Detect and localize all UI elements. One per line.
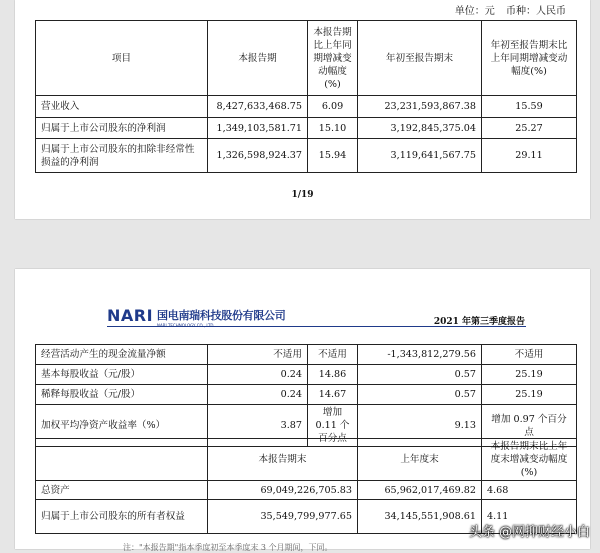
table-header-row xyxy=(36,21,577,96)
table-row xyxy=(36,118,577,139)
row-current-change: 15.10 xyxy=(308,118,358,139)
unit-line xyxy=(455,2,566,17)
row-ytd-change: 25.19 xyxy=(482,385,577,405)
row-current: 69,049,226,705.83 xyxy=(208,481,358,500)
row-item: 加权平均净资产收益率（%） xyxy=(36,405,208,447)
row-current-change: 14.67 xyxy=(308,385,358,405)
logo-cn-text: 国电南瑞科技股份有限公司 xyxy=(157,309,286,322)
row-change: 4.68 xyxy=(482,481,577,500)
row-ytd: 3,119,641,567.75 xyxy=(358,139,482,173)
header-ytd-change: 年初至报告期末比上年同期增减变动幅度(%) xyxy=(482,21,577,96)
logo-en-text: NARI TECHNOLOGY CO., LTD. xyxy=(157,323,215,328)
row-ytd: 3,192,845,375.04 xyxy=(358,118,482,139)
key-financials-table-continued xyxy=(35,344,577,447)
company-logo xyxy=(107,307,285,323)
row-current: 1,326,598,924.37 xyxy=(208,139,308,173)
row-ytd-change: 25.27 xyxy=(482,118,577,139)
page-number: 1/19 xyxy=(291,190,314,200)
row-item: 营业收入 xyxy=(36,96,208,118)
row-ytd: 23,231,593,867.38 xyxy=(358,96,482,118)
header-period-end: 本报告期末 xyxy=(208,439,358,481)
header-prior-year-end: 上年度末 xyxy=(358,439,482,481)
row-item: 总资产 xyxy=(36,481,208,500)
report-title: 2021 年第三季度报告 xyxy=(433,317,525,327)
row-current-change: 15.94 xyxy=(308,139,358,173)
row-current: 不适用 xyxy=(208,345,308,365)
row-item: 归属于上市公司股东的净利润 xyxy=(36,118,208,139)
row-item: 基本每股收益（元/股） xyxy=(36,365,208,385)
unit-label: 单位：元 xyxy=(454,6,495,17)
header-ytd: 年初至报告期末 xyxy=(358,21,482,96)
table-row xyxy=(36,385,577,405)
row-current-change: 不适用 xyxy=(308,345,358,365)
watermark-text: 头条 @网抑财经小白 xyxy=(468,525,590,540)
table-row xyxy=(36,139,577,173)
row-current-change: 6.09 xyxy=(308,96,358,118)
header-current-change: 本报告期比上年同期增减变动幅度(%) xyxy=(308,21,358,96)
row-current: 8,427,633,468.75 xyxy=(208,96,308,118)
row-item: 归属于上市公司股东的所有者权益 xyxy=(36,500,208,534)
row-prior: 34,145,551,908.61 xyxy=(358,500,482,534)
table-row xyxy=(36,96,577,118)
row-current-change: 14.86 xyxy=(308,365,358,385)
header-current: 本报告期 xyxy=(208,21,308,96)
row-current: 35,549,799,977.65 xyxy=(208,500,358,534)
logo-text: NARI xyxy=(107,305,154,325)
header-divider xyxy=(107,326,526,327)
header-item: 项目 xyxy=(36,21,208,96)
row-ytd-change: 25.19 xyxy=(482,365,577,385)
table-row xyxy=(36,365,577,385)
row-current: 3.87 xyxy=(208,405,308,447)
key-financials-table xyxy=(35,20,577,173)
footnote: 注："本报告期"指本季度初至本季度末 3 个月期间，下同。 xyxy=(123,543,333,552)
balance-sheet-table xyxy=(35,438,577,534)
row-ytd-change: 不适用 xyxy=(482,345,577,365)
row-ytd: 0.57 xyxy=(358,385,482,405)
table-row xyxy=(36,481,577,500)
row-ytd: 0.57 xyxy=(358,365,482,385)
row-item: 经营活动产生的现金流量净额 xyxy=(36,345,208,365)
table-header-row xyxy=(36,439,577,481)
row-prior: 65,962,017,469.82 xyxy=(358,481,482,500)
row-item: 稀释每股收益（元/股） xyxy=(36,385,208,405)
row-ytd: -1,343,812,279.56 xyxy=(358,345,482,365)
report-page-2 xyxy=(15,269,590,552)
row-current-change: 增加 0.11 个百分点 xyxy=(308,405,358,447)
row-item: 归属于上市公司股东的扣除非经常性损益的净利润 xyxy=(36,139,208,173)
row-current: 0.24 xyxy=(208,365,308,385)
table-row xyxy=(36,345,577,365)
header-change: 本报告期末比上年度末增减变动幅度(%) xyxy=(482,439,577,481)
currency-label: 币种：人民币 xyxy=(506,6,566,17)
header-blank xyxy=(36,439,208,481)
row-current: 1,349,103,581.71 xyxy=(208,118,308,139)
row-ytd-change: 29.11 xyxy=(482,139,577,173)
row-ytd-change: 15.59 xyxy=(482,96,577,118)
row-ytd-change: 增加 0.97 个百分点 xyxy=(482,405,577,447)
report-page-1 xyxy=(15,0,590,219)
row-ytd: 9.13 xyxy=(358,405,482,447)
row-change: 4.11 xyxy=(482,500,577,534)
row-current: 0.24 xyxy=(208,385,308,405)
